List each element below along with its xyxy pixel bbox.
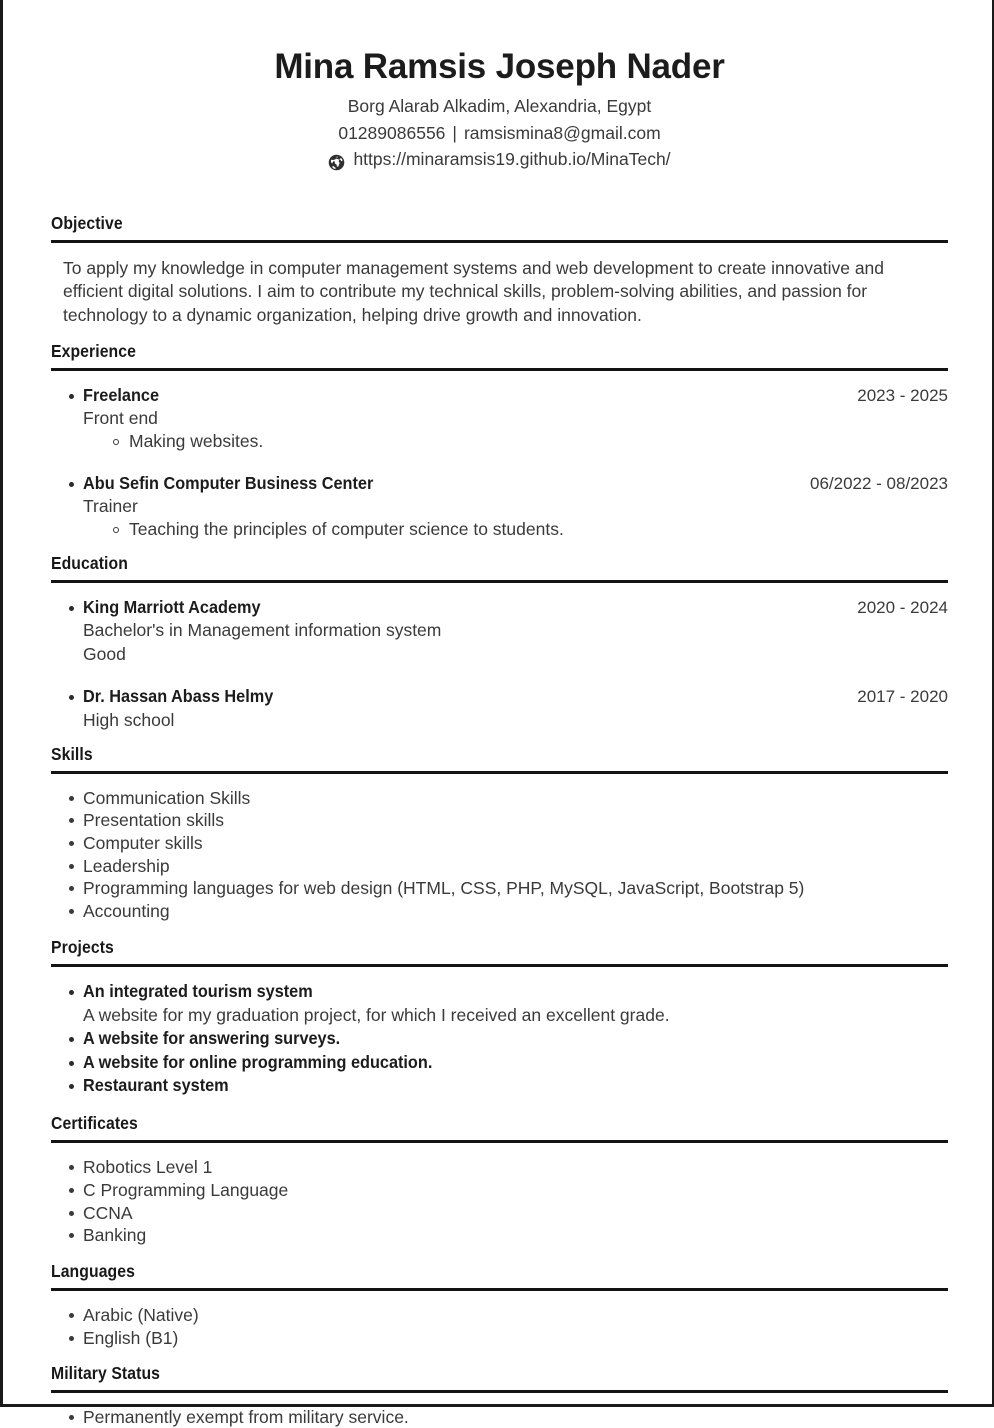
section-skills bbox=[51, 744, 948, 922]
project-name: An integrated tourism system bbox=[83, 980, 313, 1001]
section-military-status bbox=[51, 1363, 948, 1428]
certificate-item: Robotics Level 1 bbox=[51, 1157, 948, 1178]
experience-date: 06/2022 - 08/2023 bbox=[809, 473, 948, 493]
contact-separator: | bbox=[452, 122, 457, 143]
objective-text: To apply my knowledge in computer management systems and web development to create innovative and efficient digital solutions. I aim to contribute my technical skills, problem-solving abilities, and passion for technology to a dynamic organization, helping drive growth and innovation. bbox=[63, 258, 885, 325]
section-rule bbox=[51, 964, 948, 967]
section-title-experience: Experience bbox=[51, 340, 136, 361]
phone-text: 01289086556 bbox=[338, 122, 446, 143]
education-entry bbox=[51, 686, 948, 731]
resume-header bbox=[51, 46, 948, 173]
project-name: A website for online programming education. bbox=[83, 1051, 433, 1072]
education-grade: Good bbox=[83, 643, 126, 664]
certificates-list bbox=[51, 1157, 948, 1246]
address-line: Borg Alarab Alkadim, Alexandria, Egypt bbox=[347, 96, 652, 117]
skills-list bbox=[51, 788, 948, 922]
language-item: English (B1) bbox=[51, 1328, 948, 1349]
website-url[interactable]: https://minaramsis19.github.io/MinaTech/ bbox=[353, 149, 671, 170]
section-title-objective: Objective bbox=[51, 213, 123, 234]
experience-entry bbox=[51, 473, 948, 540]
skill-item: Accounting bbox=[51, 901, 948, 922]
experience-detail: Making websites. bbox=[51, 431, 948, 452]
skill-item: Leadership bbox=[51, 856, 948, 877]
experience-role: Front end bbox=[83, 408, 158, 429]
education-entry bbox=[51, 597, 948, 665]
skill-item: Presentation skills bbox=[51, 810, 948, 831]
education-entry-head bbox=[51, 597, 948, 618]
education-entry-head bbox=[51, 686, 948, 707]
military-status-list bbox=[51, 1407, 948, 1428]
section-rule bbox=[51, 1288, 948, 1291]
section-objective bbox=[51, 213, 948, 327]
certificate-item: C Programming Language bbox=[51, 1180, 948, 1201]
projects-list bbox=[51, 981, 948, 1097]
skill-item: Communication Skills bbox=[51, 788, 948, 809]
project-name: Restaurant system bbox=[83, 1075, 229, 1096]
section-title-education: Education bbox=[51, 553, 128, 574]
education-date: 2020 - 2024 bbox=[857, 598, 948, 618]
section-title-certificates: Certificates bbox=[51, 1113, 138, 1134]
experience-details-list bbox=[51, 519, 948, 540]
education-institution: King Marriott Academy bbox=[83, 597, 261, 618]
skill-item: Programming languages for web design (HTML, CSS, PHP, MySQL, JavaScript, Bootstrap 5) bbox=[51, 878, 948, 899]
candidate-name: Mina Ramsis Joseph Nader bbox=[274, 47, 725, 86]
certificate-item: Banking bbox=[51, 1225, 948, 1246]
section-experience bbox=[51, 341, 948, 540]
language-item: Arabic (Native) bbox=[51, 1305, 948, 1326]
section-rule bbox=[51, 368, 948, 371]
section-certificates bbox=[51, 1113, 948, 1246]
experience-organization: Abu Sefin Computer Business Center bbox=[83, 472, 374, 493]
education-date: 2017 - 2020 bbox=[857, 687, 948, 707]
certificate-item: CCNA bbox=[51, 1203, 948, 1224]
section-rule bbox=[51, 1140, 948, 1143]
website-line bbox=[51, 146, 948, 173]
experience-role: Trainer bbox=[83, 496, 138, 517]
education-institution: Dr. Hassan Abass Helmy bbox=[83, 686, 274, 707]
phone-email-line bbox=[51, 120, 948, 147]
section-title-languages: Languages bbox=[51, 1261, 135, 1282]
section-rule bbox=[51, 580, 948, 583]
project-name: A website for answering surveys. bbox=[83, 1028, 341, 1049]
project-item bbox=[51, 1028, 948, 1049]
section-rule bbox=[51, 240, 948, 243]
experience-entry bbox=[51, 385, 948, 452]
email-text: ramsismina8@gmail.com bbox=[463, 122, 661, 143]
section-title-projects: Projects bbox=[51, 936, 114, 957]
military-status-item: Permanently exempt from military service. bbox=[51, 1407, 948, 1428]
section-projects bbox=[51, 937, 948, 1097]
skill-item: Computer skills bbox=[51, 833, 948, 854]
section-languages bbox=[51, 1261, 948, 1348]
project-item bbox=[51, 1075, 948, 1096]
experience-entry-head bbox=[51, 385, 948, 406]
globe-icon bbox=[328, 152, 345, 169]
experience-date: 2023 - 2025 bbox=[857, 385, 948, 405]
section-rule bbox=[51, 771, 948, 774]
section-title-skills: Skills bbox=[51, 743, 93, 764]
experience-entry-head bbox=[51, 473, 948, 494]
section-rule bbox=[51, 1390, 948, 1393]
section-education bbox=[51, 553, 948, 731]
project-description: A website for my graduation project, for which I received an excellent grade. bbox=[83, 1005, 670, 1026]
project-item bbox=[51, 1052, 948, 1073]
languages-list bbox=[51, 1305, 948, 1348]
education-degree: High school bbox=[83, 709, 175, 730]
section-title-military-status: Military Status bbox=[51, 1363, 161, 1384]
experience-organization: Freelance bbox=[83, 384, 159, 405]
experience-detail: Teaching the principles of computer science to students. bbox=[51, 519, 948, 540]
experience-details-list bbox=[51, 431, 948, 452]
project-item bbox=[51, 981, 948, 1027]
education-degree: Bachelor's in Management information system bbox=[83, 620, 442, 641]
